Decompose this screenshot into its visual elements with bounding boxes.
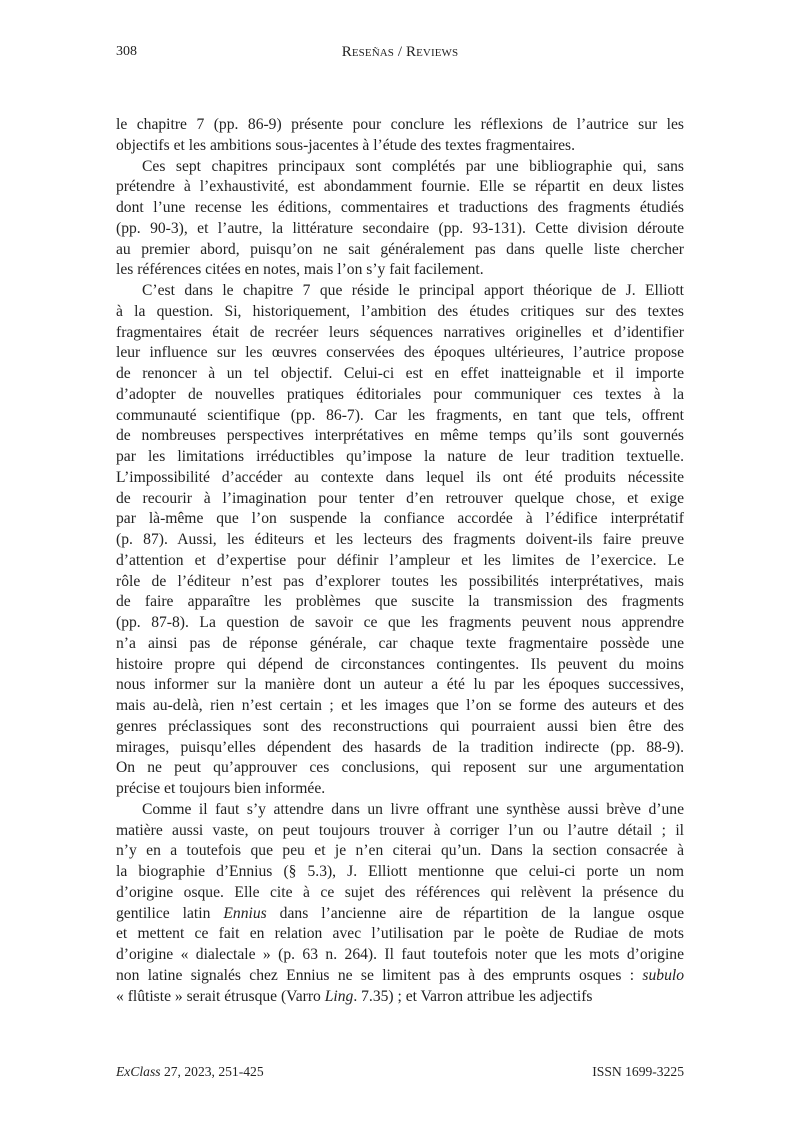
text-segment: de recourir à l’imagination pour tenter d’en retrouver quelque chose, et exige (116, 489, 684, 507)
text-line (116, 655, 684, 676)
text-segment: C’est dans le chapitre 7 que réside le principal apport théorique de J. Elliott (142, 282, 684, 299)
issn: ISSN 1699-3225 (592, 1064, 684, 1079)
text-line (116, 904, 684, 925)
text-line (116, 613, 684, 634)
text-line (116, 219, 684, 240)
text-segment: objectifs et les ambitions sous-jacentes à l’étude des textes fragmentaires. (116, 136, 575, 154)
text-segment: leur influence sur les œuvres conservées des époques ultérieures, l’autrice propose (116, 344, 684, 362)
text-segment: prétendre à l’exhaustivité, est abondamment fournie. Elle se répartit en deux listes (116, 178, 684, 196)
text-line (116, 551, 684, 572)
italic-term: Ling (324, 987, 354, 1005)
text-segment: (p. 87). Aussi, les éditeurs et les lecteurs des fragments doivent-ils faire preuve (116, 531, 684, 548)
text-line (116, 385, 684, 406)
text-segment: n’a ainsi pas de réponse générale, car chaque texte fragmentaire possède une (116, 634, 684, 652)
text-segment: non latine signalés chez Ennius ne se limitent pas à des emprunts osques : (116, 966, 643, 984)
text-segment: n’y en a toutefois que peu et je n’en citerai qu’un. Dans la section consacrée à (116, 842, 684, 860)
text-line (116, 509, 684, 530)
text-line (116, 447, 684, 468)
text-line (116, 343, 684, 364)
text-line (116, 717, 684, 738)
text-segment: On ne peut qu’approuver ces conclusions, qui reposent sur une argumentation (116, 759, 684, 777)
text-segment: les références citées en notes, mais l’on s’y fait facilement. (116, 261, 484, 279)
text-segment: à la question. Si, historiquement, l’ambition des études critiques sur des textes (116, 302, 684, 320)
text-line (116, 302, 684, 323)
text-segment: (pp. 87-8). La question de savoir ce que les fragments peuvent nous apprendre (116, 614, 684, 631)
text-line (116, 966, 684, 987)
text-line (116, 821, 684, 842)
text-line (116, 738, 684, 759)
text-segment: histoire propre qui dépend de circonstances contingentes. Ils peuvent du moins (116, 655, 684, 673)
text-line (116, 572, 684, 593)
paragraph (116, 157, 684, 282)
text-line (116, 800, 684, 821)
text-line (116, 883, 684, 904)
text-line (116, 489, 684, 510)
text-segment: par là-même que l’on suspende la confiance accordée à l’édifice interprétatif (116, 510, 684, 528)
text-segment: matière aussi vaste, on peut toujours trouver à corriger l’un ou l’autre détail ; il (116, 821, 684, 839)
text-segment: et mettent ce fait en relation avec l’utilisation par le poète de Rudiae de mots (116, 925, 684, 943)
paragraph (116, 115, 684, 157)
page-number: 308 (116, 44, 137, 59)
text-segment: Comme il faut s’y attendre dans un livre offrant une synthèse aussi brève d’une (142, 800, 684, 818)
volume-year-pages: 27, 2023, 251-425 (160, 1064, 264, 1079)
journal-title: ExClass (116, 1064, 161, 1079)
text-line (116, 136, 684, 157)
page-header (116, 44, 684, 66)
text-segment: la biographie d’Ennius (§ 5.3), J. Elliott mentionne que celui-ci porte un nom (116, 863, 684, 880)
text-segment: dans l’ancienne aire de répartition de la langue osque (266, 904, 684, 922)
text-segment: fragmentaires était de recréer leurs séquences narratives originelles et d’identifier (116, 323, 684, 341)
text-segment: d’origine osque. Elle cite à ce sujet des références qui relèvent la présence du (116, 883, 684, 901)
text-line (116, 426, 684, 447)
text-segment: le chapitre 7 (pp. 86-9) présente pour conclure les réflexions de l’autrice sur les (116, 116, 684, 133)
text-line (116, 592, 684, 613)
text-segment: de renoncer à un tel objectif. Celui-ci est en effet inatteignable et il importe (116, 365, 684, 382)
text-line (116, 696, 684, 717)
text-line (116, 862, 684, 883)
body-text (116, 115, 684, 1007)
text-segment: . 7.35) ; et Varron attribue les adjectifs (353, 987, 593, 1005)
text-line (116, 240, 684, 261)
text-segment: dont l’une recense les éditions, commentaires et traductions des fragments étudiés (116, 199, 684, 216)
text-line (116, 260, 684, 281)
text-segment: nous informer sur la manière dont un auteur a été lu par les époques successives, (116, 676, 684, 694)
text-segment: Ces sept chapitres principaux sont complétés par une bibliographie qui, sans (142, 157, 684, 175)
text-line (116, 198, 684, 219)
text-line (116, 157, 684, 178)
text-segment: « flûtiste » serait étrusque (Varro (116, 987, 325, 1005)
journal-citation (116, 1064, 264, 1080)
text-segment: par les limitations irréductibles qu’impose la nature de leur tradition textuelle. (116, 448, 684, 465)
text-line (116, 945, 684, 966)
text-segment: d’adopter de nouvelles pratiques éditoriales pour communiquer ces textes à la (116, 385, 684, 403)
text-line (116, 468, 684, 489)
text-segment: au premier abord, puisqu’on ne sait généralement pas dans quelle liste chercher (116, 240, 684, 258)
text-segment: rôle de l’éditeur n’est pas d’explorer toutes les possibilités interprétatives, mais (116, 572, 684, 590)
text-line (116, 987, 684, 1008)
text-line (116, 634, 684, 655)
text-line (116, 406, 684, 427)
paragraph (116, 800, 684, 1008)
running-head: Reseñas / Reviews (341, 44, 459, 60)
text-line (116, 758, 684, 779)
text-line (116, 675, 684, 696)
text-segment: gentilice latin (116, 904, 224, 922)
text-segment: mais au-delà, rien n’est certain ; et les images que l’on se forme des auteurs et des (116, 697, 684, 714)
text-segment: de faire apparaître les problèmes que suscite la transmission des fragments (116, 593, 684, 611)
text-line (116, 177, 684, 198)
text-segment: de nombreuses perspectives interprétatives en même temps qu’ils sont gouvernés (116, 427, 684, 445)
text-line (116, 841, 684, 862)
text-line (116, 364, 684, 385)
text-line (116, 323, 684, 344)
text-segment: L’impossibilité d’accéder au contexte dans lequel ils ont été produits nécessite (116, 468, 684, 486)
text-segment: (pp. 90-3), et l’autre, la littérature secondaire (pp. 93-131). Cette division déroute (116, 219, 684, 237)
text-line (116, 115, 684, 136)
paragraph (116, 281, 684, 800)
text-line (116, 924, 684, 945)
text-line (116, 530, 684, 551)
text-segment: d’origine « dialectale » (p. 63 n. 264). Il faut toutefois noter que les mots d’origine (116, 946, 684, 963)
text-segment: d’attention et d’expertise pour définir l’ampleur et les limites de l’exercice. Le (116, 551, 684, 569)
text-line (116, 281, 684, 302)
italic-term: Ennius (223, 904, 267, 922)
text-segment: mirages, puisqu’elles dépendent des hasards de la tradition indirecte (pp. 88-9). (116, 738, 684, 756)
text-segment: communauté scientifique (pp. 86-7). Car les fragments, en tant que tels, offrent (116, 406, 684, 424)
text-line (116, 779, 684, 800)
italic-term: subulo (642, 966, 684, 984)
text-segment: genres préclassiques sont des reconstructions qui pourraient aussi bien être des (116, 717, 684, 735)
text-segment: précise et toujours bien informée. (116, 780, 326, 797)
